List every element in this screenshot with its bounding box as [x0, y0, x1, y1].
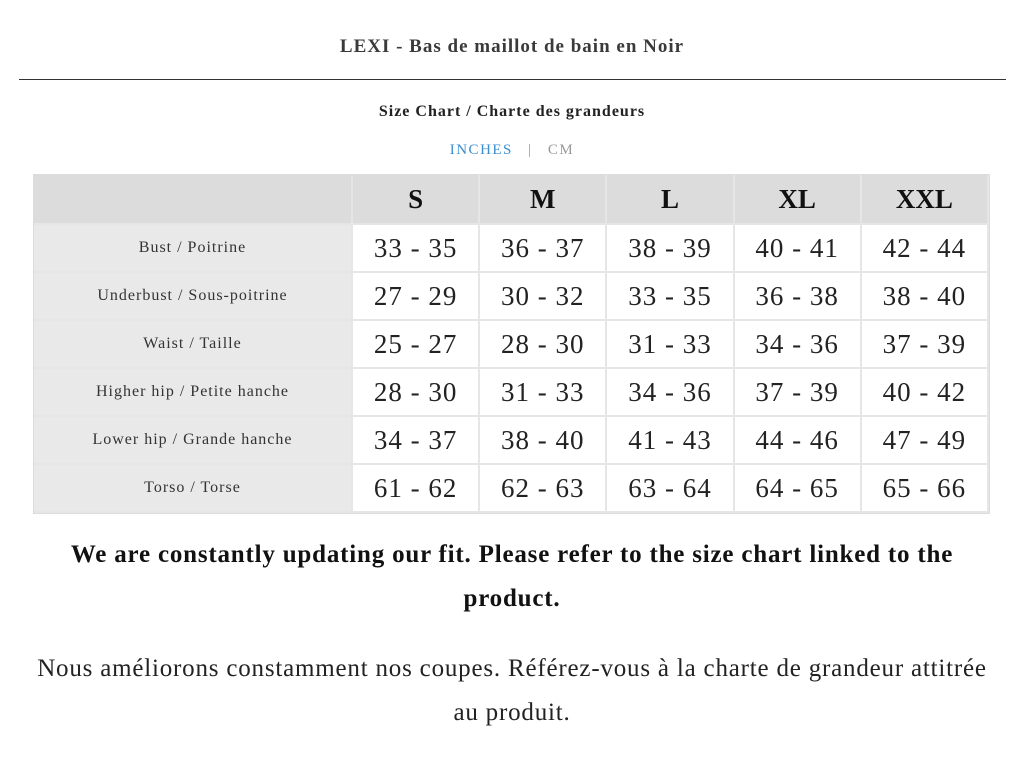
row-label-underbust: Underbust / Sous-poitrine: [34, 273, 353, 321]
row-label-torso: Torso / Torse: [34, 465, 353, 513]
table-cell: 33 - 35: [353, 225, 480, 273]
unit-cm-button[interactable]: CM: [547, 142, 575, 158]
table-cell: 34 - 37: [353, 417, 480, 465]
row-label-waist: Waist / Taille: [34, 321, 353, 369]
table-cell: 31 - 33: [480, 369, 607, 417]
fit-notice-english: We are constantly updating our fit. Please refer to the size chart linked to the product.: [70, 541, 954, 612]
row-label-lower-hip: Lower hip / Grande hanche: [34, 417, 353, 465]
table-cell: 34 - 36: [607, 369, 734, 417]
table-row-waist: [34, 321, 989, 369]
table-cell: 38 - 40: [480, 417, 607, 465]
size-header-s: S: [353, 175, 480, 225]
table-cell: 33 - 35: [607, 273, 734, 321]
table-cell: 36 - 37: [480, 225, 607, 273]
table-cell: 37 - 39: [735, 369, 862, 417]
size-chart-title: Size Chart / Charte des grandeurs: [378, 103, 646, 120]
size-header-row: [34, 175, 989, 225]
unit-toggle: [0, 142, 1024, 159]
table-cell: 47 - 49: [862, 417, 989, 465]
table-cell: 41 - 43: [607, 417, 734, 465]
table-cell: 65 - 66: [862, 465, 989, 513]
table-cell: 63 - 64: [607, 465, 734, 513]
title-divider: [19, 79, 1006, 80]
table-cell: 25 - 27: [353, 321, 480, 369]
table-row-underbust: [34, 273, 989, 321]
table-cell: 38 - 40: [862, 273, 989, 321]
table-cell: 28 - 30: [480, 321, 607, 369]
table-cell: 30 - 32: [480, 273, 607, 321]
table-cell: 64 - 65: [735, 465, 862, 513]
table-cell: 31 - 33: [607, 321, 734, 369]
table-cell: 61 - 62: [353, 465, 480, 513]
unit-separator: |: [528, 142, 533, 158]
table-cell: 42 - 44: [862, 225, 989, 273]
unit-inches-button[interactable]: INCHES: [449, 142, 513, 158]
table-cell: 28 - 30: [353, 369, 480, 417]
size-header-xl: XL: [735, 175, 862, 225]
table-cell: 37 - 39: [862, 321, 989, 369]
table-cell: 38 - 39: [607, 225, 734, 273]
size-header-l: L: [607, 175, 734, 225]
size-header-xxl: XXL: [862, 175, 989, 225]
row-label-bust: Bust / Poitrine: [34, 225, 353, 273]
table-row-torso: [34, 465, 989, 513]
table-cell: 40 - 42: [862, 369, 989, 417]
row-label-higher-hip: Higher hip / Petite hanche: [34, 369, 353, 417]
size-header-m: M: [480, 175, 607, 225]
table-cell: 27 - 29: [353, 273, 480, 321]
table-cell: 62 - 63: [480, 465, 607, 513]
header-corner-cell: [34, 175, 353, 225]
product-title: LEXI - Bas de maillot de bain en Noir: [339, 36, 685, 57]
table-row-bust: [34, 225, 989, 273]
size-chart-table: [33, 174, 990, 514]
table-cell: 40 - 41: [735, 225, 862, 273]
table-cell: 34 - 36: [735, 321, 862, 369]
table-row-lower-hip: [34, 417, 989, 465]
table-cell: 36 - 38: [735, 273, 862, 321]
table-row-higher-hip: [34, 369, 989, 417]
fit-notice-french: Nous améliorons constamment nos coupes. Référez-vous à la charte de grandeur attitrée au produit.: [37, 655, 987, 726]
table-cell: 44 - 46: [735, 417, 862, 465]
